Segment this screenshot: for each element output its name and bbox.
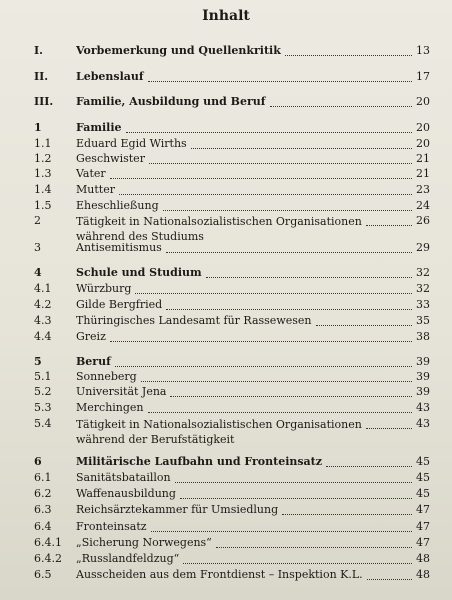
- toc-entry-page: 43: [416, 417, 430, 430]
- toc-entry-number: 6.5: [34, 568, 52, 581]
- toc-entry-page: 21: [416, 167, 430, 180]
- dot-leader: [282, 514, 412, 515]
- toc-entry-page: 21: [416, 152, 430, 165]
- toc-entry-number: 6.1: [34, 471, 52, 484]
- toc-entry-number: 6.4.1: [34, 536, 62, 549]
- dot-leader: [170, 396, 412, 397]
- toc-entry-page: 35: [416, 314, 430, 327]
- toc-entry-number: 6.4: [34, 520, 52, 533]
- toc-entry-page: 39: [416, 385, 430, 398]
- toc-entry-title: Merchingen: [76, 401, 144, 414]
- toc-entry-number: 6.3: [34, 503, 52, 516]
- toc-entry-page: 24: [416, 199, 430, 212]
- toc-entry-page: 32: [416, 282, 430, 295]
- toc-entry-number: 4.2: [34, 298, 52, 311]
- toc-entry-number: 5.4: [34, 417, 52, 430]
- toc-entry-page: 45: [416, 455, 430, 468]
- dot-leader: [175, 482, 412, 483]
- toc-entry-page: 23: [416, 183, 430, 196]
- toc-entry-page: 38: [416, 330, 430, 343]
- toc-entry-page: 39: [416, 370, 430, 383]
- toc-entry-page: 20: [416, 95, 430, 108]
- toc-entry-number: 5.1: [34, 370, 52, 383]
- toc-entry-number: 4.4: [34, 330, 52, 343]
- toc-entry-number: 1.5: [34, 199, 52, 212]
- toc-entry-title: Greiz: [76, 330, 106, 343]
- toc-entry-page: 48: [416, 552, 430, 565]
- toc-entry-title-continued: während des Studiums: [76, 230, 204, 243]
- toc-entry-page: 39: [416, 355, 430, 368]
- toc-entry-title: Militärische Laufbahn und Fronteinsatz: [76, 455, 323, 468]
- toc-entry-title: Eheschließung: [76, 199, 159, 212]
- dot-leader: [148, 81, 412, 82]
- toc-entry-title-continued: während der Berufstätigkeit: [76, 433, 235, 446]
- dot-leader: [135, 293, 412, 294]
- dot-leader: [191, 148, 412, 149]
- toc-entry-title: Familie: [76, 121, 122, 134]
- toc-entry-page: 20: [416, 121, 430, 134]
- dot-leader: [166, 309, 412, 310]
- toc-entry-number: 6: [34, 455, 42, 468]
- dot-leader: [206, 277, 412, 278]
- toc-entry-title: Mutter: [76, 183, 115, 196]
- toc-entry-title: Vater: [76, 167, 106, 180]
- toc-entry-title: Würzburg: [76, 282, 132, 295]
- dot-leader: [141, 381, 412, 382]
- toc-entry-page: 26: [416, 214, 430, 227]
- dot-leader: [149, 163, 412, 164]
- toc-entry-title: „Sicherung Norwegens“: [76, 536, 212, 549]
- dot-leader: [326, 466, 412, 467]
- toc-entry-title: „Russlandfeldzug“: [76, 552, 180, 565]
- dot-leader: [166, 252, 412, 253]
- toc-entry-number: 3: [34, 241, 41, 254]
- toc-entry-title: Gilde Bergfried: [76, 298, 163, 311]
- dot-leader: [367, 579, 412, 580]
- toc-entry-number: 6.4.2: [34, 552, 62, 565]
- toc-entry-page: 33: [416, 298, 430, 311]
- toc-entry-title: Eduard Egid Wirths: [76, 137, 187, 150]
- toc-entry-number: 5: [34, 355, 42, 368]
- dot-leader: [151, 531, 412, 532]
- toc-entry-number: 5.2: [34, 385, 52, 398]
- toc-entry-title: Schule und Studium: [76, 266, 202, 279]
- toc-entry-title: Tätigkeit in Nationalsozialistischen Organisationen während des Studiums: [76, 215, 362, 243]
- toc-entry-number: 1.4: [34, 183, 52, 196]
- toc-entry-page: 47: [416, 503, 430, 516]
- dot-leader: [110, 341, 412, 342]
- toc-heading: Inhalt: [202, 8, 250, 24]
- toc-entry-page: 48: [416, 568, 430, 581]
- dot-leader: [366, 225, 412, 226]
- dot-leader: [119, 194, 412, 195]
- toc-entry-title: Tätigkeit in Nationalsozialistischen Organisationen während der Berufstätigkeit: [76, 418, 362, 446]
- dot-leader: [270, 106, 412, 107]
- toc-entry-title: Sanitätsbataillon: [76, 471, 171, 484]
- toc-entry-number: 4: [34, 266, 42, 279]
- toc-entry-number: I.: [34, 44, 43, 57]
- toc-entry-number: II.: [34, 70, 49, 83]
- toc-entry-page: 32: [416, 266, 430, 279]
- toc-entry-number: 2: [34, 214, 41, 227]
- toc-entry-number: III.: [34, 95, 54, 108]
- toc-entry-title: Sonneberg: [76, 370, 137, 383]
- toc-entry-number: 1.1: [34, 137, 52, 150]
- dot-leader: [285, 55, 412, 56]
- toc-entry-page: 47: [416, 536, 430, 549]
- toc-entry-page: 20: [416, 137, 430, 150]
- toc-entry-title: Ausscheiden aus dem Frontdienst – Inspektion K.L.: [76, 568, 363, 581]
- toc-entry-number: 5.3: [34, 401, 52, 414]
- toc-entry-number: 4.3: [34, 314, 52, 327]
- dot-leader: [126, 132, 412, 133]
- toc-entry-title: Thüringisches Landesamt für Rassewesen: [76, 314, 312, 327]
- toc-entry-page: 29: [416, 241, 430, 254]
- toc-entry-title: Waffenausbildung: [76, 487, 176, 500]
- toc-entry-title: Familie, Ausbildung und Beruf: [76, 95, 266, 108]
- toc-entry-number: 1.2: [34, 152, 52, 165]
- dot-leader: [110, 178, 412, 179]
- toc-entry-title: Universität Jena: [76, 385, 167, 398]
- toc-entry-title: Vorbemerkung und Quellenkritik: [76, 44, 281, 57]
- dot-leader: [115, 366, 412, 367]
- toc-entry-title: Geschwister: [76, 152, 145, 165]
- toc-entry-page: 17: [416, 70, 430, 83]
- toc-entry-number: 4.1: [34, 282, 52, 295]
- dot-leader: [148, 412, 412, 413]
- dot-leader: [183, 563, 412, 564]
- toc-entry-number: 1.3: [34, 167, 52, 180]
- toc-entry-title: Antisemitismus: [76, 241, 162, 254]
- toc-entry-title: Fronteinsatz: [76, 520, 147, 533]
- toc-entry-title: Lebenslauf: [76, 70, 144, 83]
- toc-entry-page: 45: [416, 487, 430, 500]
- toc-entry-title: Beruf: [76, 355, 111, 368]
- dot-leader: [163, 210, 412, 211]
- toc-entry-page: 45: [416, 471, 430, 484]
- dot-leader: [180, 498, 412, 499]
- toc-entry-page: 43: [416, 401, 430, 414]
- dot-leader: [366, 428, 412, 429]
- toc-entry-title: Reichsärztekammer für Umsiedlung: [76, 503, 279, 516]
- toc-entry-page: 47: [416, 520, 430, 533]
- toc-entry-page: 13: [416, 44, 430, 57]
- dot-leader: [316, 325, 412, 326]
- dot-leader: [216, 547, 412, 548]
- toc-entry-number: 6.2: [34, 487, 52, 500]
- toc-entry-number: 1: [34, 121, 42, 134]
